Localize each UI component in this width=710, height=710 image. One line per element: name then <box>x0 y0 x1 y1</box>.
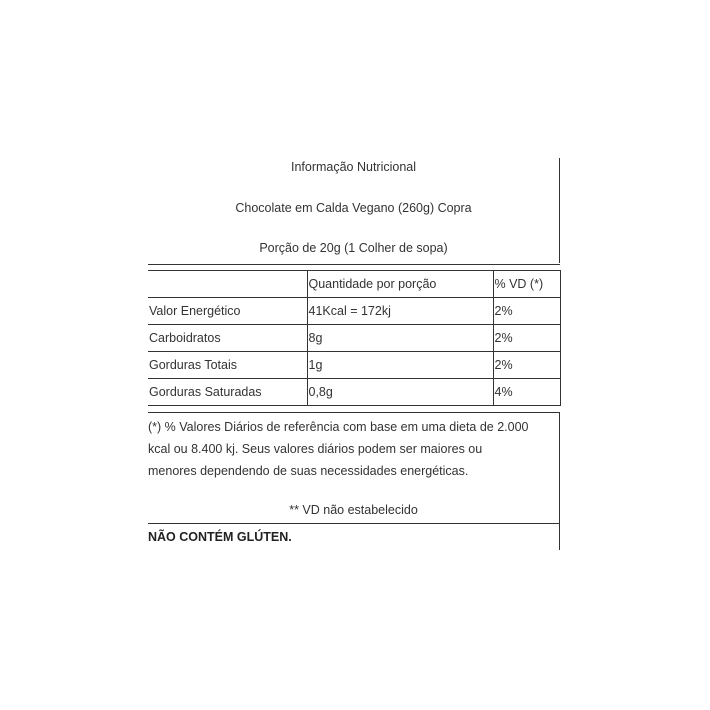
label-right-border-top <box>559 158 560 263</box>
nutrient-amount: 8g <box>307 325 493 352</box>
table-row <box>148 325 560 352</box>
nutrient-amount: 41Kcal = 172kj <box>307 298 493 325</box>
nutrient-amount: 0,8g <box>307 379 493 406</box>
divider-footnote <box>148 412 560 413</box>
table-row <box>148 352 560 379</box>
nutrient-name: Carboidratos <box>148 325 307 352</box>
table-row <box>148 379 560 406</box>
portion-size: Porção de 20g (1 Colher de sopa) <box>259 241 448 255</box>
footnote-line: kcal ou 8.400 kj. Seus valores diários podem ser maiores ou <box>148 442 483 456</box>
vd-note: ** VD não estabelecido <box>289 503 418 517</box>
gluten-warning: NÃO CONTÉM GLÚTEN. <box>148 530 292 544</box>
product-name: Chocolate em Calda Vegano (260g) Copra <box>235 201 472 215</box>
nutrient-vd: 2% <box>493 352 560 379</box>
nutrient-name: Gorduras Totais <box>148 352 307 379</box>
nutrient-vd: 2% <box>493 325 560 352</box>
footnote-line: menores dependendo de suas necessidades energéticas. <box>148 464 469 478</box>
nutrient-vd: 2% <box>493 298 560 325</box>
divider-top <box>148 264 560 265</box>
divider-gluten <box>148 523 560 524</box>
table-header-row <box>148 271 560 298</box>
label-title: Informação Nutricional <box>290 160 417 174</box>
header-cell-vd: % VD (*) <box>493 271 560 298</box>
table-row <box>148 298 560 325</box>
nutrient-amount: 1g <box>307 352 493 379</box>
header-cell-amount: Quantidade por porção <box>307 271 493 298</box>
nutrient-name: Valor Energético <box>148 298 307 325</box>
nutrition-table <box>148 270 561 406</box>
label-right-border-bottom <box>559 412 560 550</box>
header-cell-nutrient <box>148 271 307 298</box>
footnote <box>148 416 558 482</box>
nutrient-vd: 4% <box>493 379 560 406</box>
footnote-line: (*) % Valores Diários de referência com base em uma dieta de 2.000 <box>148 420 529 434</box>
nutrient-name: Gorduras Saturadas <box>148 379 307 406</box>
